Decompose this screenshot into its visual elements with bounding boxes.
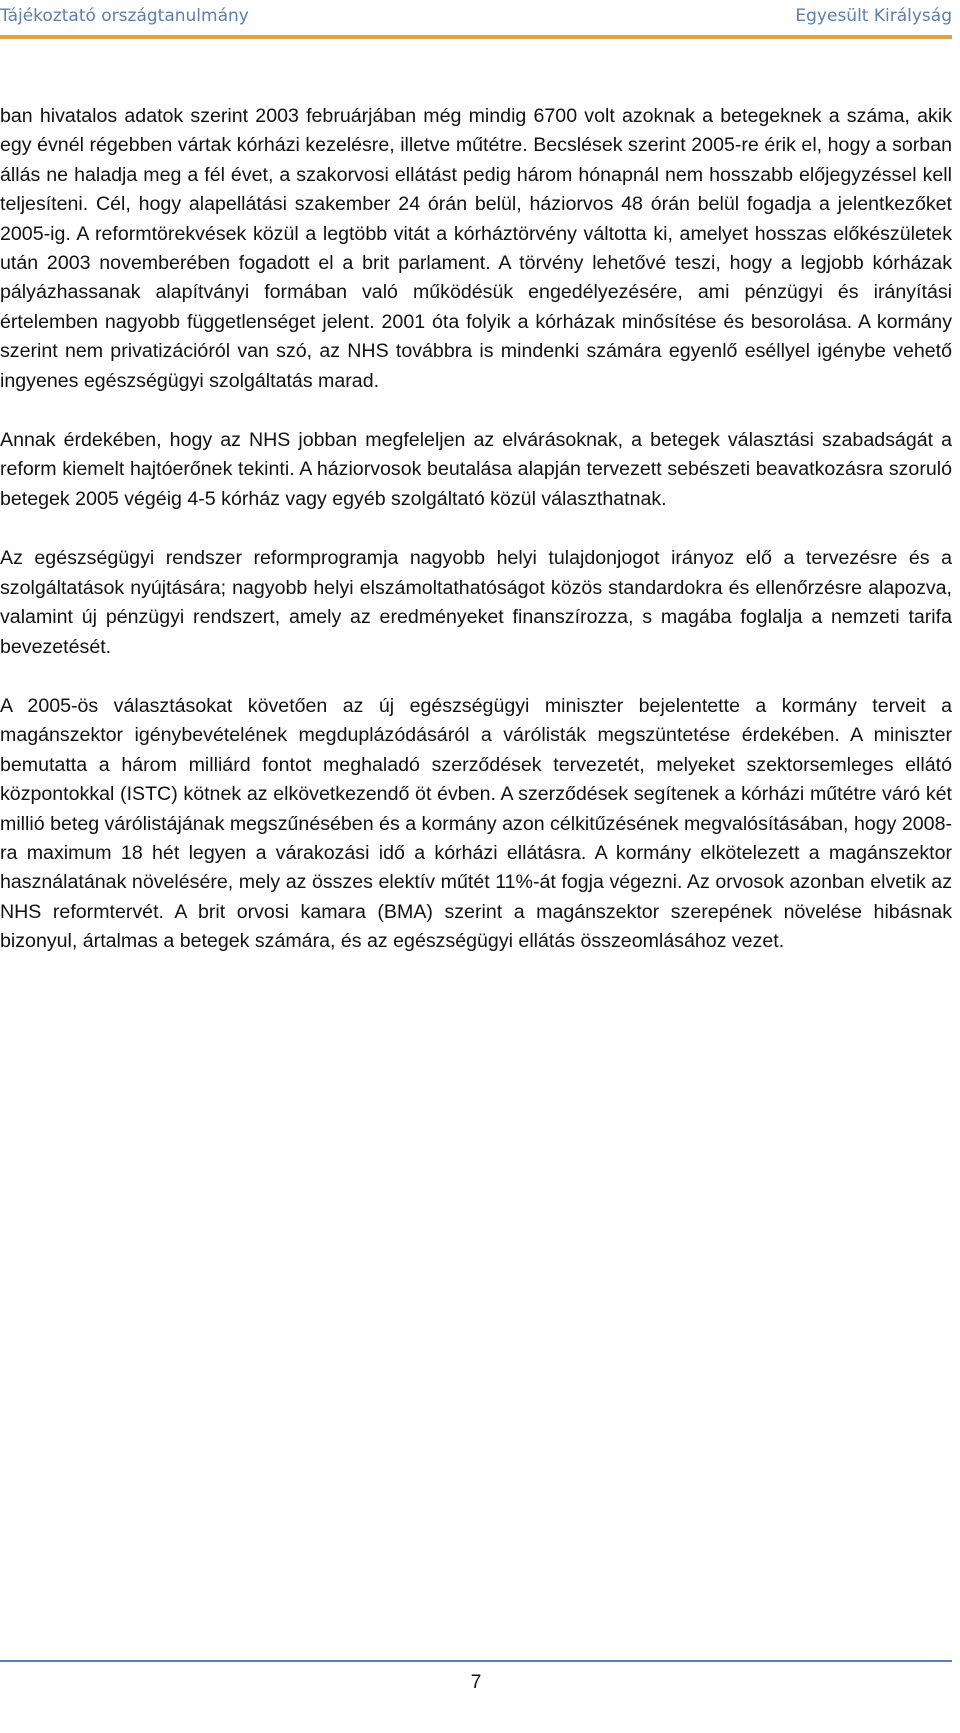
document-body (0, 102, 952, 987)
header-divider (0, 35, 952, 39)
country-name: Egyesült Királyság (795, 6, 952, 26)
document-title: Tájékoztató országtanulmány (0, 6, 249, 26)
paragraph-4: A 2005-ös választásokat követően az új egészségügyi miniszter bejelentette a kormány terveit a magánszektor igénybevételének megduplázódásáról a várólisták megszüntetése érdekében. A miniszter bemutatta a három milliárd fontot meghaladó szerződések tervezetét, melyeket szektorsemleges ellátó központokkal (ISTC) kötnek az elkövetkezendő öt évben. A szerződések segítenek a kórházi műtétre váró két millió beteg várólistájának megszűnésében és a kormány azon célkitűzésének megvalósításában, hogy 2008-ra maximum 18 hét legyen a várakozási idő a kórházi ellátásra. A kormány elkötelezett a magánszektor használatának növelésére, mely az összes elektív műtét 11%-át fogja végezni. Az orvosok azonban elvetik az NHS reformtervét. A brit orvosi kamara (BMA) szerint a magánszektor szerepének növelése hibásnak bizonyul, ártalmas a betegek számára, és az egészségügyi ellátás összeomlásához vezet. (0, 694, 952, 953)
paragraph-2: Annak érdekében, hogy az NHS jobban megfeleljen az elvárásoknak, a betegek választási szabadságát a reform kiemelt hajtóerőnek tekinti. A háziorvosok beutalása alapján tervezett sebészeti beavatkozásra szoruló betegek 2005 végéig 4-5 kórház vagy egyéb szolgáltató közül választhatnak. (0, 429, 952, 510)
footer-divider (0, 1660, 952, 1662)
paragraph-1: ban hivatalos adatok szerint 2003 februárjában még mindig 6700 volt azoknak a betegeknek a száma, akik egy évnél régebben vártak kórházi kezelésre, illetve műtétre. Becslések szerint 2005-re érik el, hogy a sorban állás ne haladja meg a fél évet, a szakorvosi ellátást pedig három hónapnál nem hosszabb előjegyzéssel kell teljesíteni. Cél, hogy alapellátási szakember 24 órán belül, háziorvos 48 órán belül fogadja a jelentkezőket 2005-ig. A reformtörekvések közül a legtöbb vitát a kórháztörvény váltotta ki, amelyet hosszas előkészületek után 2003 novemberében fogadott el a brit parlament. A törvény lehetővé teszi, hogy a legjobb kórházak pályázhassanak alapítványi formában való működésük engedélyezésére, ami pénzügyi és irányítási értelemben nagyobb függetlenséget jelent. 2001 óta folyik a kórházak minősítése és besorolása. A kormány szerint nem privatizációról van szó, az NHS továbbra is mindenki számára egyenlő eséllyel igénybe vehető ingyenes egészségügyi szolgáltatás marad. (0, 105, 952, 392)
paragraph-3: Az egészségügyi rendszer reformprogramja nagyobb helyi tulajdonjogot irányoz elő a tervezésre és a szolgáltatások nyújtására; nagyobb helyi elszámoltathatóságot közös standardokra és ellenőrzésre alapozva, valamint új pénzügyi rendszert, amely az eredményeket finanszírozza, s magába foglalja a nemzeti tarifa bevezetését. (0, 547, 952, 658)
page-header (0, 0, 952, 34)
page-number: 7 (470, 1672, 482, 1693)
